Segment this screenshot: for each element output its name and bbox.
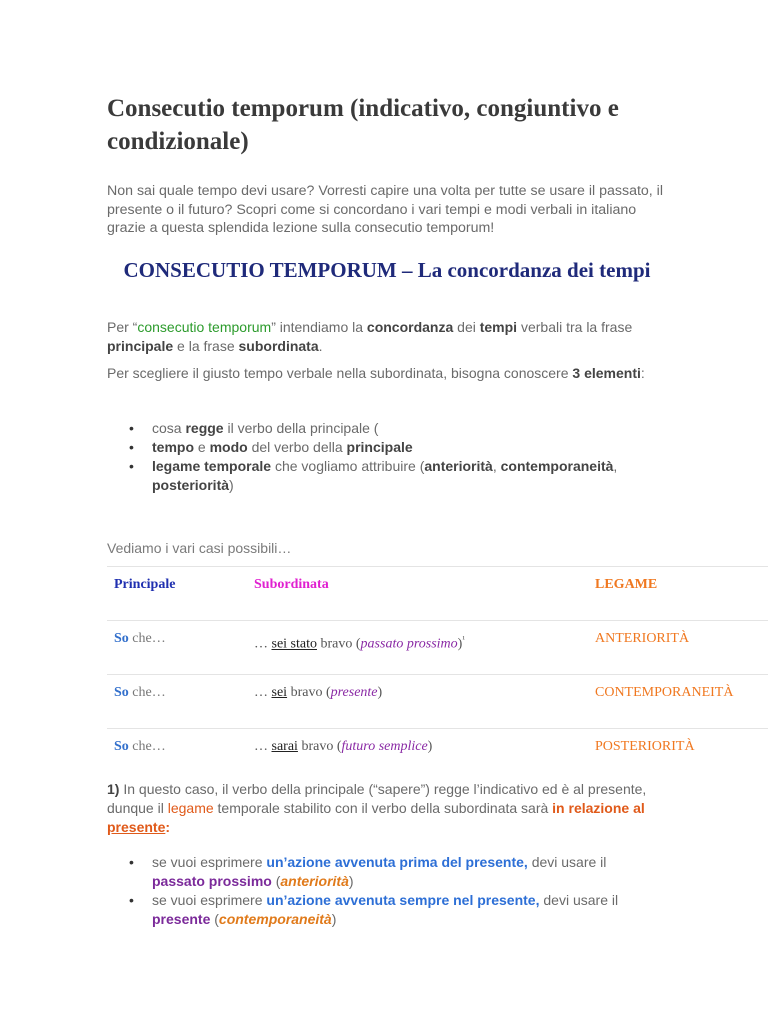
list-item xyxy=(107,438,647,457)
tense-highlight: passato prossimo xyxy=(152,873,272,889)
relation-highlight: anteriorità xyxy=(280,873,349,889)
tense-name: futuro semplice xyxy=(341,739,428,754)
bold-term: concordanza xyxy=(366,319,454,335)
text: , xyxy=(492,458,501,474)
text: bravo ( xyxy=(297,739,342,754)
header-subordinata: Subordinata xyxy=(254,577,329,592)
verb-so: So xyxy=(114,631,129,646)
text: Per “ xyxy=(107,319,138,335)
cases-list xyxy=(107,853,647,929)
table-divider xyxy=(107,566,768,567)
text: e xyxy=(194,439,210,455)
text: In questo caso, il verbo della principale (“sapere”) regge l’indicativo ed è al presente, dunque il xyxy=(107,781,647,816)
elements-intro-paragraph xyxy=(107,364,667,383)
text: ( xyxy=(210,911,219,927)
bold-term: principale xyxy=(107,338,174,354)
bold-term: 3 elementi xyxy=(572,365,641,381)
text: bravo ( xyxy=(317,636,361,652)
text: bravo ( xyxy=(287,685,331,700)
text: se vuoi esprimere xyxy=(152,854,267,870)
tense-name: presente xyxy=(330,685,378,700)
text: ) xyxy=(457,636,463,652)
text: ) xyxy=(377,685,383,700)
text: che vogliamo attribuire ( xyxy=(271,458,425,474)
text: che… xyxy=(128,739,166,754)
relation-highlight: contemporaneità xyxy=(218,911,332,927)
text: e la frase xyxy=(173,338,239,354)
text: . xyxy=(318,338,323,354)
elements-list xyxy=(107,419,647,495)
table-cell-subordinata xyxy=(254,630,465,654)
text: che… xyxy=(128,631,166,646)
text: , xyxy=(613,458,618,474)
text: Per scegliere il giusto tempo verbale nella subordinata, bisogna conoscere xyxy=(107,365,573,381)
consecutio-link[interactable]: consecutio temporum xyxy=(137,319,272,335)
action-highlight: un’azione avvenuta prima del presente, xyxy=(266,854,528,870)
header-legame: LEGAME xyxy=(595,577,658,592)
text: ) xyxy=(331,911,337,927)
bold-term: anteriorità xyxy=(424,458,493,474)
text: del verbo della xyxy=(247,439,347,455)
bold-term: subordinata xyxy=(238,338,319,354)
text: : xyxy=(640,365,645,381)
text: verbali tra la frase xyxy=(517,319,633,335)
header-principale: Principale xyxy=(114,577,176,592)
text: : xyxy=(165,819,171,835)
text: ) xyxy=(427,739,433,754)
table-cell-subordinata xyxy=(254,684,382,702)
verb: sei xyxy=(271,685,288,700)
table-cell-legame: CONTEMPORANEITÀ xyxy=(595,685,734,700)
list-item xyxy=(107,853,647,891)
verb: sei stato xyxy=(271,636,317,652)
bold-term: modo xyxy=(209,439,248,455)
verb: sarai xyxy=(271,739,298,754)
tense-name: passato prossimo xyxy=(360,636,458,652)
table-cell-principale xyxy=(114,630,166,648)
text: … xyxy=(254,685,272,700)
footnote-mark: ¹ xyxy=(462,634,466,644)
section-title: CONSECUTIO TEMPORUM – La concordanza dei tempi xyxy=(123,258,651,282)
text: … xyxy=(254,739,272,754)
item-number: 1) xyxy=(107,781,120,797)
list-item xyxy=(107,419,647,438)
text: che… xyxy=(128,685,166,700)
table-cell-principale xyxy=(114,738,166,756)
bold-term: contemporaneità xyxy=(500,458,614,474)
legame-link[interactable]: legame xyxy=(167,800,214,816)
action-highlight: un’azione avvenuta sempre nel presente, xyxy=(266,892,540,908)
explanation-paragraph xyxy=(107,780,647,837)
list-item xyxy=(107,891,647,929)
text: dei xyxy=(453,319,480,335)
tense-highlight: presente xyxy=(152,911,211,927)
text: il verbo della principale ( xyxy=(223,420,379,436)
text: temporale stabilito con il verbo della subordinata sarà xyxy=(213,800,553,816)
text: … xyxy=(254,636,272,652)
table-divider xyxy=(107,728,768,729)
table-cell-legame: ANTERIORITÀ xyxy=(595,631,690,646)
bold-term: posteriorità xyxy=(152,477,230,493)
text: se vuoi esprimere xyxy=(152,892,267,908)
table-cell-legame: POSTERIORITÀ xyxy=(595,739,695,754)
text: ( xyxy=(271,873,281,889)
verb-so: So xyxy=(114,685,129,700)
text: devi usare il xyxy=(539,892,619,908)
bold-term: legame temporale xyxy=(152,458,272,474)
verb-so: So xyxy=(114,739,129,754)
text: cosa xyxy=(152,420,186,436)
cases-intro: Vediamo i vari casi possibili… xyxy=(107,540,292,556)
text: ” intendiamo la xyxy=(271,319,367,335)
bold-term: regge xyxy=(185,420,224,436)
page-title: Consecutio temporum (indicativo, congiuntivo e condizionale) xyxy=(107,95,619,155)
bold-term: tempi xyxy=(479,319,518,335)
table-divider xyxy=(107,620,768,621)
bold-term: principale xyxy=(346,439,413,455)
highlight-underlined: presente xyxy=(107,819,166,835)
text: devi usare il xyxy=(527,854,607,870)
text: ) xyxy=(348,873,354,889)
table-divider xyxy=(107,674,768,675)
table-cell-subordinata xyxy=(254,738,432,756)
text: ) xyxy=(229,477,234,493)
highlight: in relazione al xyxy=(552,800,645,816)
table-cell-principale xyxy=(114,684,166,702)
bold-term: tempo xyxy=(152,439,194,455)
definition-paragraph xyxy=(107,318,667,356)
list-item xyxy=(107,457,647,495)
intro-paragraph: Non sai quale tempo devi usare? Vorresti capire una volta per tutte se usare il passato, il presente o il futuro? Scopri come si concordano i vari tempi e modi verbali in italiano grazie a questa splendida lezione sulla consecutio temporum! xyxy=(107,183,663,237)
